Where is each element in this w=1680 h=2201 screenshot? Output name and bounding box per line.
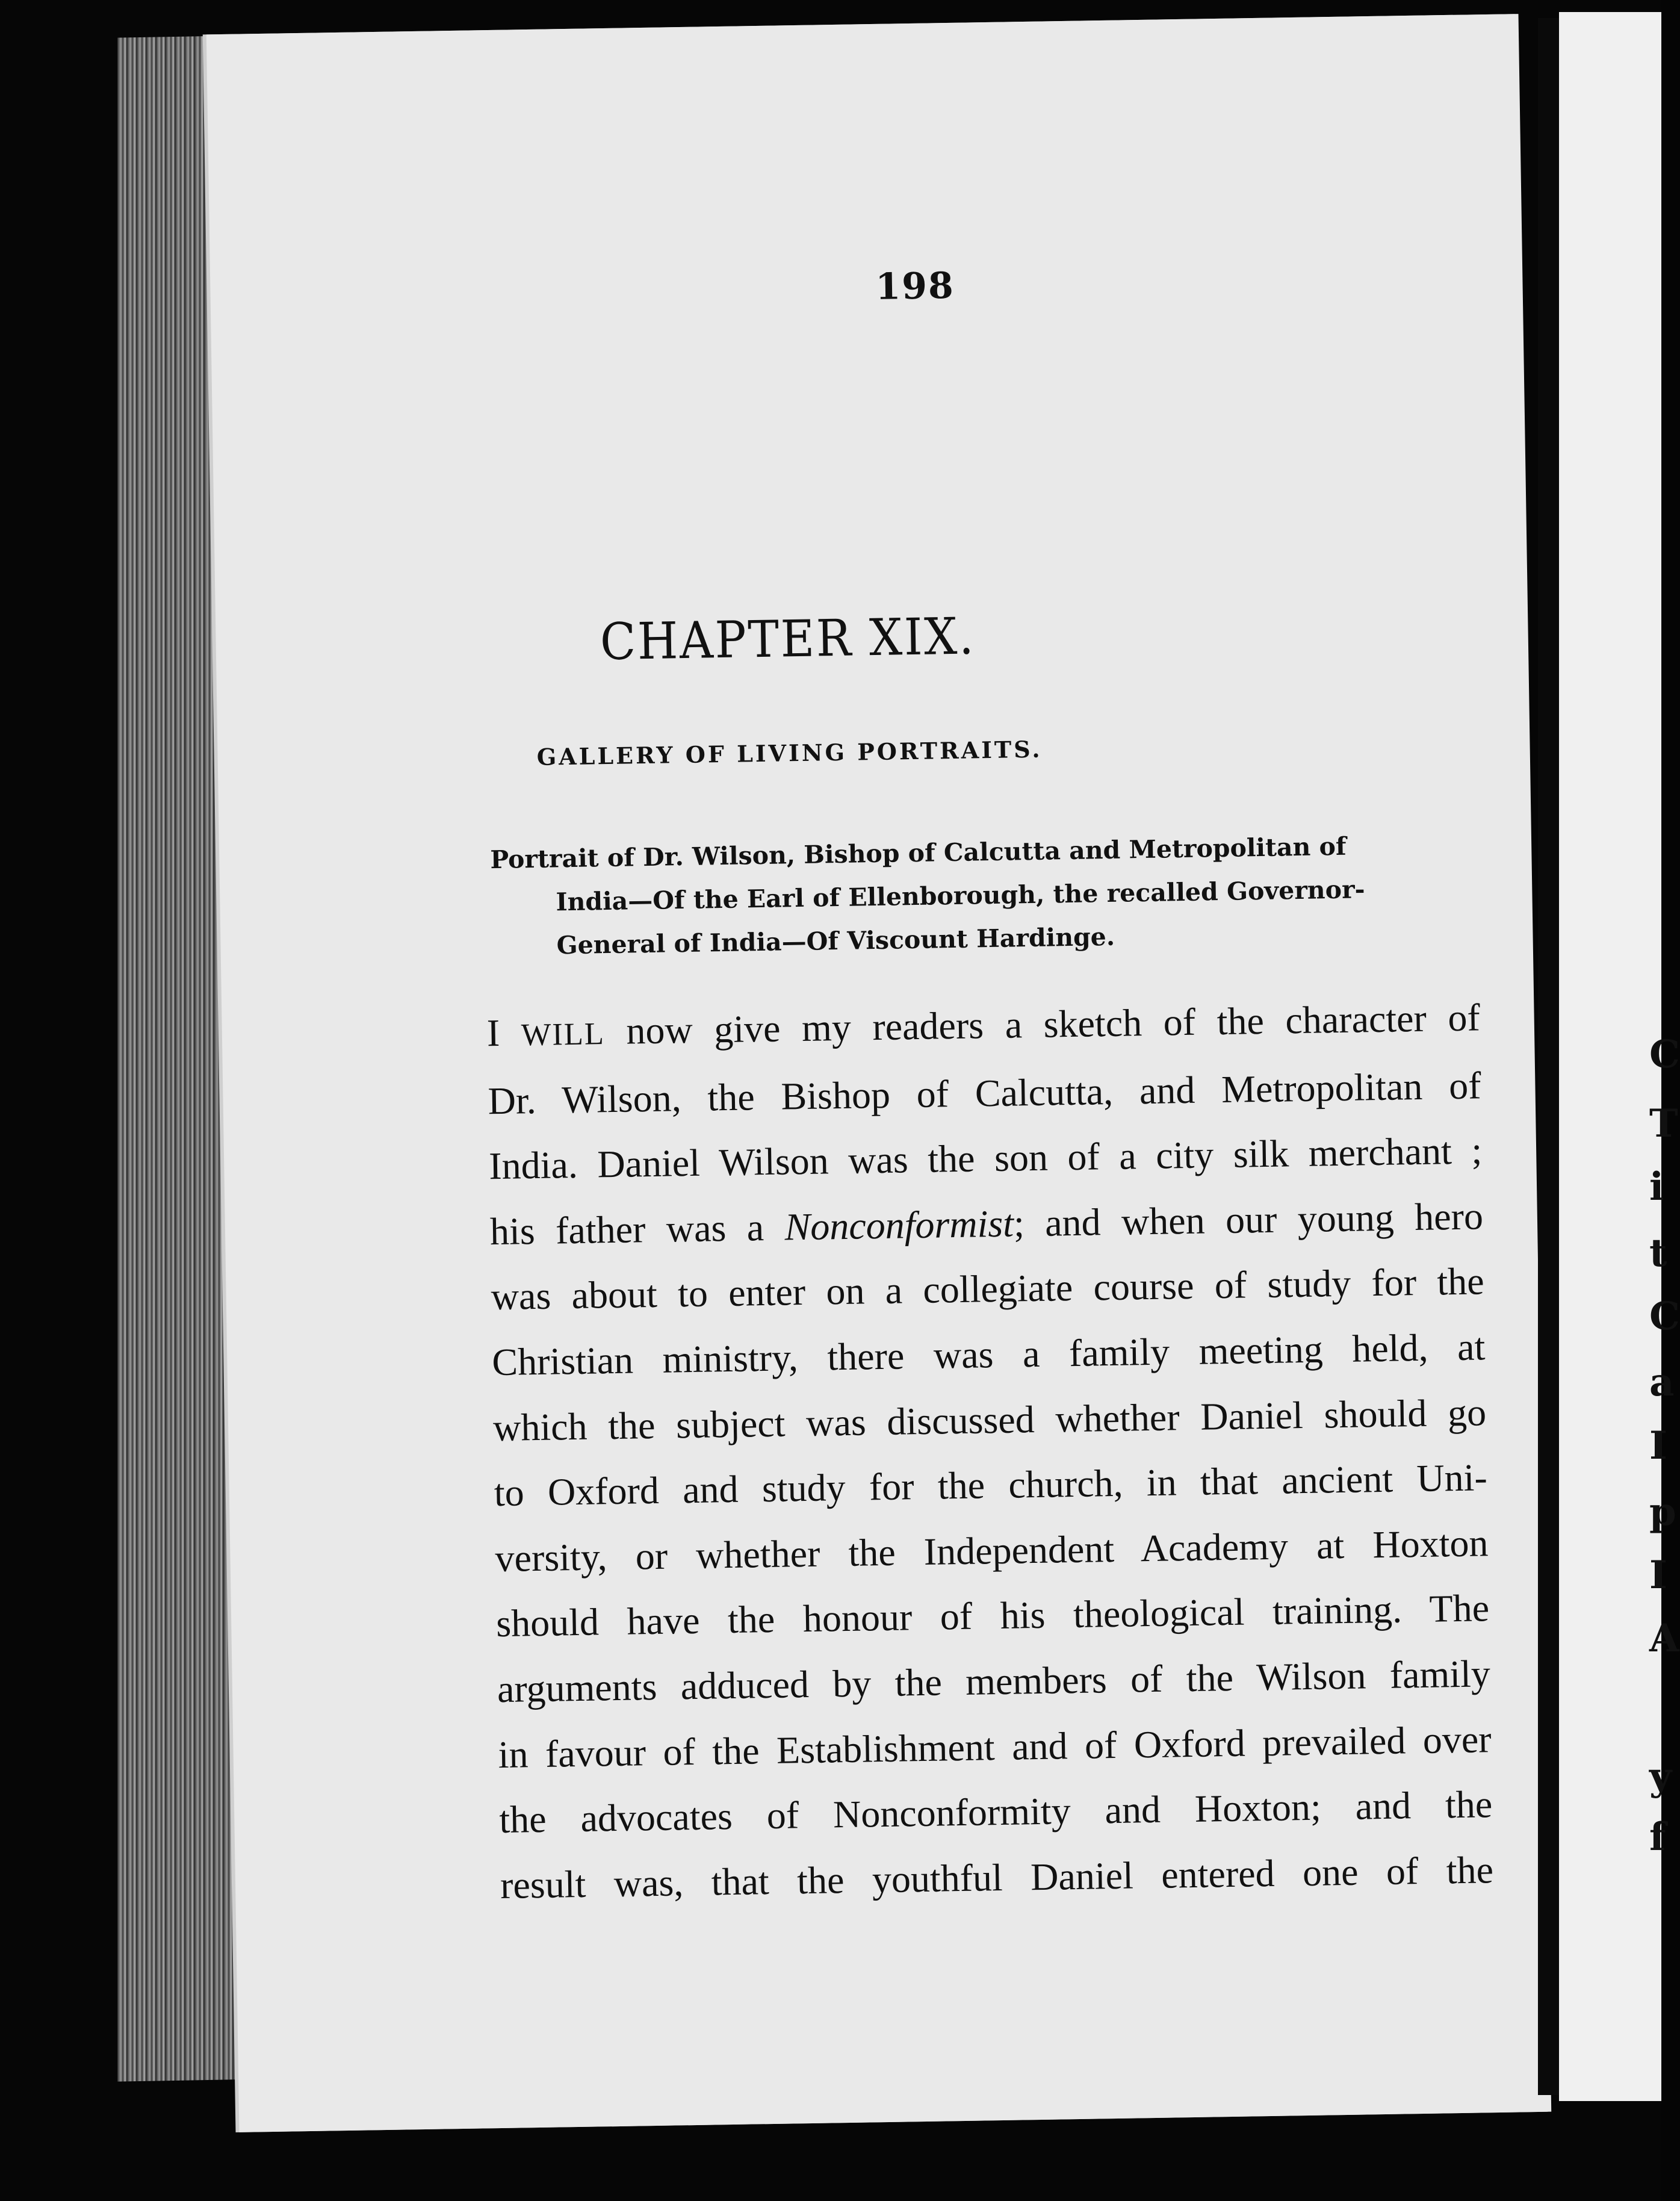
facing-page-letter: I <box>1649 1423 1667 1468</box>
facing-page-edge <box>1559 12 1680 2101</box>
body-text <box>486 985 1494 1918</box>
summary-line: Portrait of Dr. Wilson, Bishop of Calcutta and Metropolitan of <box>489 831 1347 875</box>
book-page <box>206 14 1551 2132</box>
body-line-text: now give my readers a sketch of the character of <box>625 996 1481 1052</box>
body-line: Dr. Wilson, the Bishop of Calcutta, and Metropolitan of <box>488 1063 1481 1122</box>
body-line: should have the honour of his theological training. The <box>495 1586 1490 1645</box>
facing-page-letter: C <box>1649 1294 1680 1339</box>
body-line: was about to enter on a collegiate course of study for the <box>491 1259 1485 1318</box>
body-line: arguments adduced by the members of the Wilson family <box>497 1652 1491 1711</box>
body-line: Christian ministry, there was a family meeting held, at <box>491 1325 1486 1384</box>
page-number: 198 <box>875 264 955 308</box>
body-line: India. Daniel Wilson was the son of a city silk merchant ; <box>488 1129 1483 1188</box>
body-line-text: ; and when our young hero <box>1013 1194 1484 1245</box>
facing-page-letter: I <box>1649 1553 1667 1598</box>
facing-page-letter: T <box>1649 1101 1678 1146</box>
body-line: the advocates of Nonconformity and Hoxton; and the <box>498 1783 1493 1842</box>
facing-page-letter: a <box>1649 1360 1675 1405</box>
facing-page-letter: t <box>1649 1231 1667 1276</box>
facing-page-letter: A <box>1649 1616 1679 1661</box>
facing-page-letter: p <box>1649 1489 1676 1535</box>
summary-line: India—Of the Earl of Ellenborough, the recalled Governor- <box>556 875 1365 917</box>
facing-page-letter: y <box>1649 1754 1672 1799</box>
body-line: result was, that the youthful Daniel entered one of the <box>500 1848 1494 1907</box>
body-line-text: his father was a <box>489 1205 764 1253</box>
opening-smallcaps: WILL <box>521 1016 606 1053</box>
chapter-subtitle: GALLERY OF LIVING PORTRAITS. <box>536 735 1043 771</box>
body-line: which the subject was discussed whether Daniel should go <box>492 1390 1487 1449</box>
facing-page-letter: C <box>1649 1032 1680 1077</box>
gutter-shadow <box>1538 18 1560 2095</box>
facing-page-letter: f <box>1649 1815 1666 1860</box>
italic-term: Nonconformist <box>784 1202 1014 1249</box>
summary-line: General of India—Of Viscount Hardinge. <box>556 922 1115 960</box>
chapter-title: CHAPTER XIX. <box>600 606 976 672</box>
body-line: versity, or whether the Independent Academy at Hoxton <box>495 1521 1489 1580</box>
opening-word: I <box>486 1011 500 1055</box>
chapter-summary <box>490 823 1467 968</box>
body-line: in favour of the Establishment and of Oxford prevailed over <box>498 1717 1492 1776</box>
body-line: to Oxford and study for the church, in that ancient Uni- <box>494 1456 1488 1515</box>
facing-page-letter: i <box>1649 1164 1664 1209</box>
